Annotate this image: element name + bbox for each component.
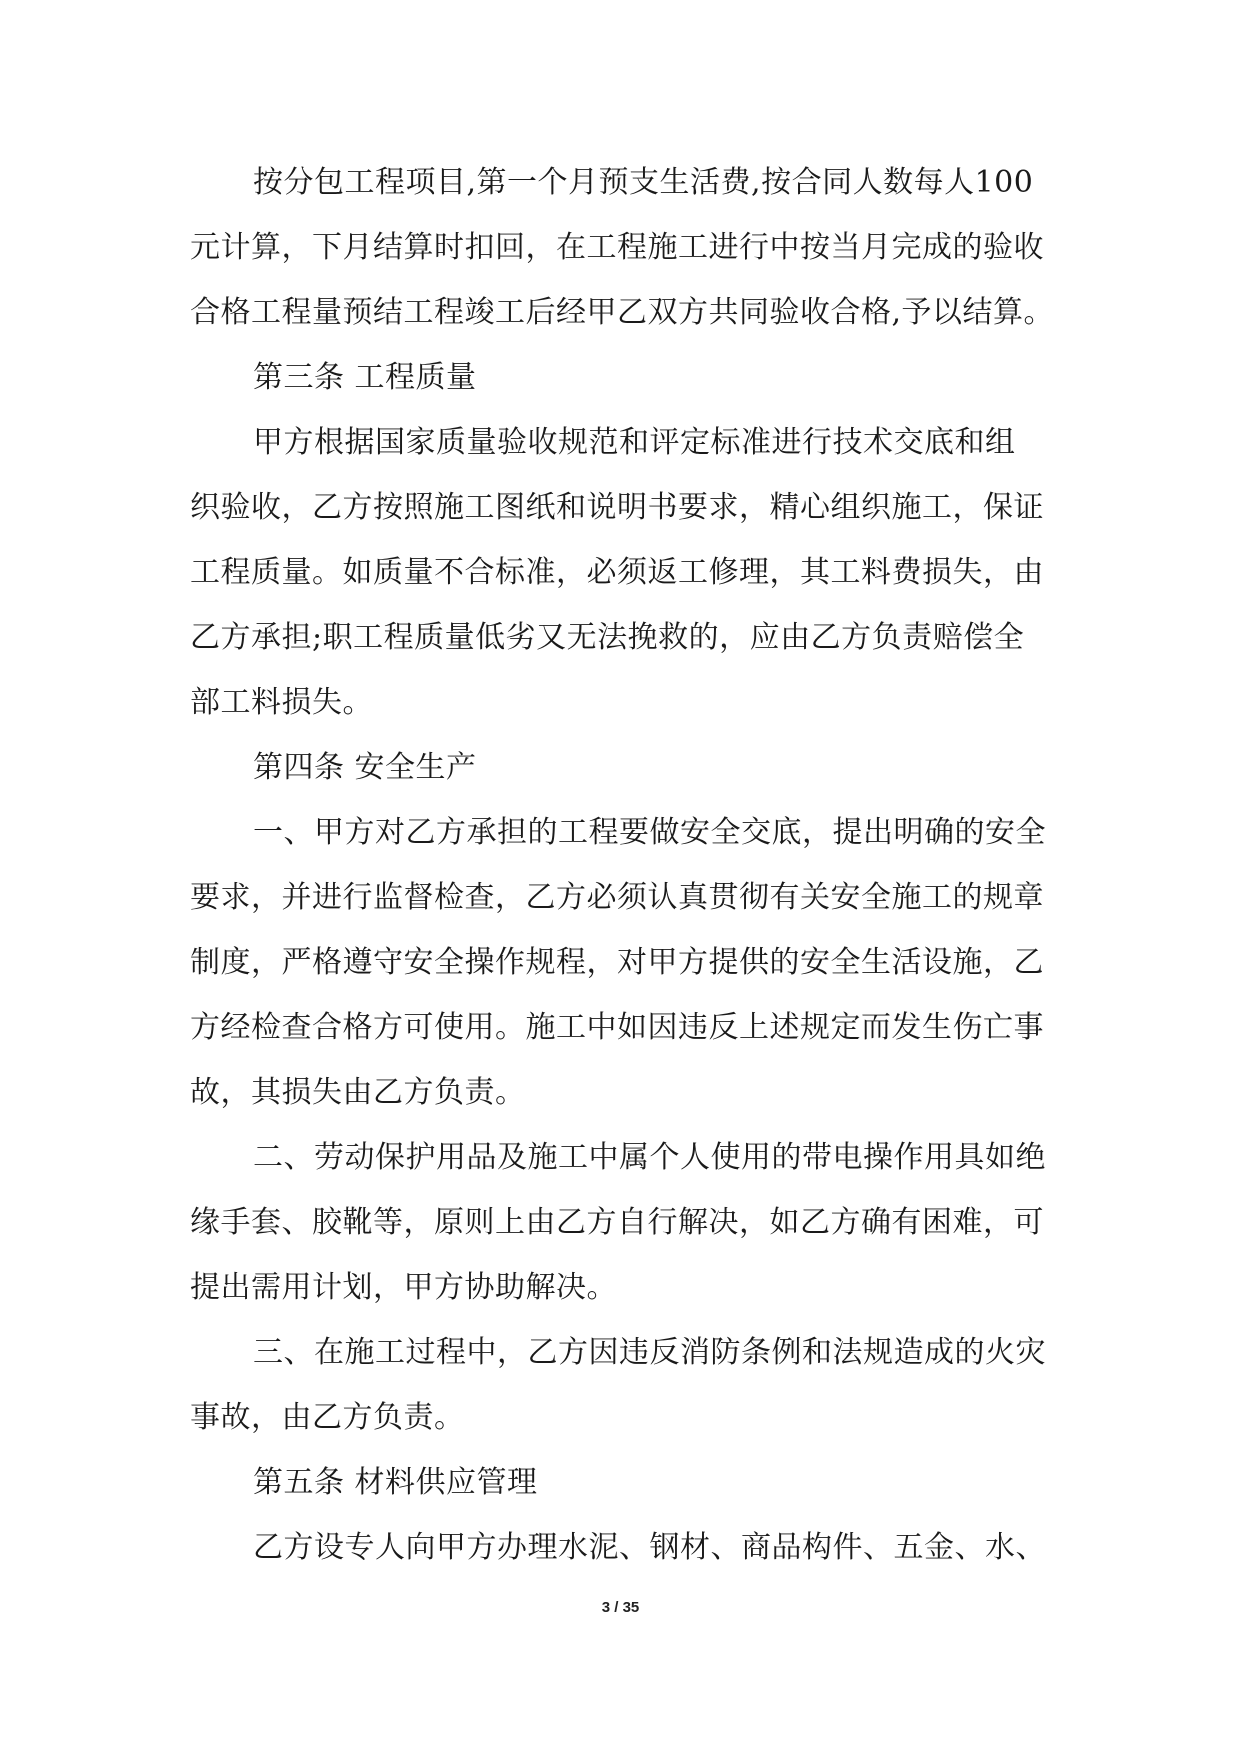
paragraph-line: 合格工程量预结工程竣工后经甲乙双方共同验收合格,予以结算。 — [190, 295, 1055, 330]
paragraph-line: 乙方承担;职工程质量低劣又无法挽救的，应由乙方负责赔偿全 — [190, 620, 1025, 655]
paragraph-line: 要求，并进行监督检查，乙方必须认真贯彻有关安全施工的规章 — [190, 880, 1044, 915]
paragraph-line: 方经检查合格方可使用。施工中如因违反上述规定而发生伤亡事 — [190, 1010, 1044, 1045]
section-heading: 第三条 工程质量 — [253, 360, 477, 395]
paragraph-line: 工程质量。如质量不合标准，必须返工修理，其工料费损失，由 — [190, 555, 1044, 590]
paragraph-line: 织验收，乙方按照施工图纸和说明书要求，精心组织施工，保证 — [190, 490, 1044, 525]
paragraph-line: 一、甲方对乙方承担的工程要做安全交底，提出明确的安全 — [253, 815, 1046, 850]
page-number: 3 / 35 — [601, 1599, 640, 1616]
paragraph-line: 提出需用计划，甲方协助解决。 — [190, 1270, 617, 1305]
paragraph-line: 三、在施工过程中，乙方因违反消防条例和法规造成的火灾 — [253, 1335, 1046, 1370]
paragraph-line: 缘手套、胶靴等，原则上由乙方自行解决，如乙方确有困难，可 — [190, 1205, 1044, 1240]
paragraph-line: 甲方根据国家质量验收规范和评定标准进行技术交底和组 — [253, 425, 1016, 460]
paragraph-line: 部工料损失。 — [190, 685, 373, 720]
paragraph-line: 故，其损失由乙方负责。 — [190, 1075, 526, 1110]
section-heading: 第五条 材料供应管理 — [253, 1465, 538, 1500]
paragraph-line: 事故，由乙方负责。 — [190, 1400, 465, 1435]
paragraph-line: 二、劳动保护用品及施工中属个人使用的带电操作用具如绝 — [253, 1140, 1046, 1175]
paragraph-line: 制度，严格遵守安全操作规程，对甲方提供的安全生活设施，乙 — [190, 945, 1044, 980]
paragraph-line: 元计算，下月结算时扣回，在工程施工进行中按当月完成的验收 — [190, 230, 1044, 265]
paragraph-line: 乙方设专人向甲方办理水泥、钢材、商品构件、五金、水、 — [253, 1530, 1046, 1565]
paragraph-line: 按分包工程项目,第一个月预支生活费,按合同人数每人100 — [253, 165, 1034, 200]
section-heading: 第四条 安全生产 — [253, 750, 477, 785]
